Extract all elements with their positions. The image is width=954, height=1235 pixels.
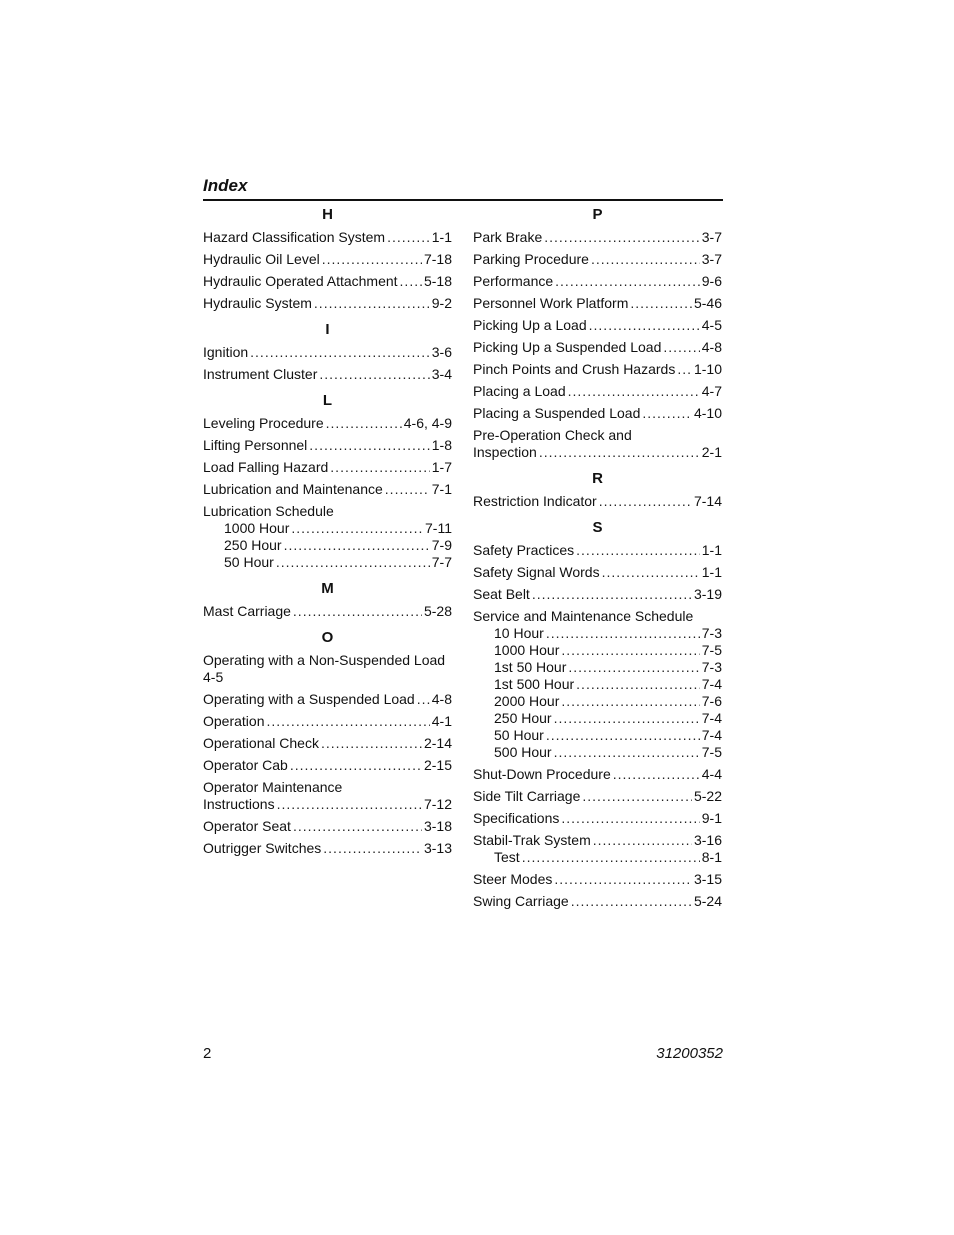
index-entry <box>473 361 722 378</box>
entry-page: 7-7 <box>431 554 452 570</box>
index-entry <box>473 564 722 581</box>
entry-page: 9-1 <box>701 810 722 826</box>
index-entry <box>203 229 452 246</box>
dot-leader <box>522 849 700 866</box>
index-entry <box>203 251 452 268</box>
entry-text: Pinch Points and Crush Hazards <box>473 361 676 377</box>
entry-text: Mast Carriage <box>203 603 291 619</box>
index-line <box>203 366 452 383</box>
dot-leader <box>293 818 422 835</box>
entry-text: 1000 Hour <box>224 520 290 536</box>
index-entry <box>473 251 722 268</box>
dot-leader <box>290 757 422 774</box>
index-line <box>473 893 722 910</box>
index-line <box>473 586 722 603</box>
index-entry <box>473 810 722 827</box>
entry-text: Swing Carriage <box>473 893 569 909</box>
dot-leader <box>544 229 700 246</box>
index-entry <box>473 229 722 246</box>
entry-page: 7-4 <box>701 727 722 743</box>
dot-leader <box>613 766 700 783</box>
entry-page: 5-24 <box>693 893 722 909</box>
dot-leader <box>589 317 700 334</box>
dot-leader <box>561 693 699 710</box>
entry-text: Seat Belt <box>473 586 530 602</box>
index-line <box>203 295 452 312</box>
dot-leader <box>330 459 429 476</box>
entry-page: 5-22 <box>693 788 722 804</box>
index-entry <box>473 788 722 805</box>
entry-page: 5-28 <box>423 603 452 619</box>
dot-leader <box>277 796 422 813</box>
dot-leader <box>602 564 700 581</box>
entry-page: 7-12 <box>423 796 452 812</box>
index-line <box>203 691 452 708</box>
section-letter: R <box>592 470 603 487</box>
index-line <box>203 713 452 730</box>
index-line <box>473 229 722 246</box>
index-line <box>203 251 452 268</box>
entry-text: Operation <box>203 713 265 729</box>
entry-page: 7-3 <box>701 625 722 641</box>
index-section <box>473 470 722 510</box>
index-line <box>203 344 452 361</box>
entry-text: Outrigger Switches <box>203 840 322 856</box>
index-section <box>203 321 452 383</box>
index-entry <box>473 427 722 461</box>
entry-page: 7-1 <box>431 481 452 497</box>
index-subentry <box>473 727 722 744</box>
entry-page: 4-7 <box>701 383 722 399</box>
entry-page: 1-1 <box>701 564 722 580</box>
dot-leader <box>276 554 430 571</box>
entry-text: Steer Modes <box>473 871 553 887</box>
index-section <box>203 392 452 571</box>
dot-leader <box>642 405 692 422</box>
entry-page: 7-5 <box>701 744 722 760</box>
entry-page: 5-18 <box>423 273 452 289</box>
entry-page: 3-16 <box>693 832 722 848</box>
index-line <box>473 810 722 827</box>
index-line <box>203 603 452 620</box>
index-section <box>203 580 452 620</box>
index-line <box>203 796 452 813</box>
entry-page: 4-4 <box>701 766 722 782</box>
entry-text: Test <box>494 849 520 865</box>
index-entry <box>473 586 722 603</box>
index-line <box>473 542 722 559</box>
dot-leader <box>593 832 692 849</box>
dot-leader <box>591 251 700 268</box>
dot-leader <box>554 871 692 888</box>
entry-text: 1000 Hour <box>494 642 560 658</box>
section-letter: L <box>322 392 333 409</box>
index-line <box>203 481 452 498</box>
dot-leader <box>546 625 700 642</box>
entry-page: 1-10 <box>693 361 722 377</box>
index-section <box>473 206 722 461</box>
dot-leader <box>571 893 692 910</box>
dot-leader <box>582 788 692 805</box>
entry-page: 7-5 <box>701 642 722 658</box>
dot-leader <box>385 481 430 498</box>
index-line <box>203 415 452 432</box>
entry-text: Pre-Operation Check and <box>473 427 632 443</box>
index-entry <box>473 766 722 783</box>
index-entry <box>203 713 452 730</box>
section-letter: M <box>321 580 334 597</box>
index-entry <box>203 344 452 361</box>
entry-page: 3-18 <box>423 818 452 834</box>
entry-page: 8-1 <box>701 849 722 865</box>
index-entry <box>203 757 452 774</box>
dot-leader <box>321 735 422 752</box>
index-line <box>203 840 452 857</box>
index-line <box>203 229 452 246</box>
entry-page: 7-6 <box>701 693 722 709</box>
index-entry <box>473 295 722 312</box>
index-entry <box>203 840 452 857</box>
entry-text: Inspection <box>473 444 537 460</box>
entry-page: 1-8 <box>431 437 452 453</box>
dot-leader <box>319 366 429 383</box>
entry-text: Load Falling Hazard <box>203 459 329 475</box>
entry-text: Lifting Personnel <box>203 437 308 453</box>
dot-leader <box>663 339 699 356</box>
index-entry <box>203 415 452 432</box>
entry-page: 3-7 <box>701 251 722 267</box>
entry-text: Personnel Work Platform <box>473 295 629 311</box>
entry-page: 3-6 <box>431 344 452 360</box>
index-line <box>203 757 452 774</box>
index-subentry <box>473 744 722 761</box>
dot-leader <box>568 383 700 400</box>
entry-page: 4-5 <box>701 317 722 333</box>
entry-text: Specifications <box>473 810 560 826</box>
index-entry <box>203 366 452 383</box>
index-entry <box>203 735 452 752</box>
index-line <box>473 766 722 783</box>
dot-leader <box>326 415 402 432</box>
index-subentry <box>203 520 452 537</box>
index-subentry <box>473 849 722 866</box>
entry-text: Placing a Load <box>473 383 566 399</box>
entry-page: 7-18 <box>423 251 452 267</box>
entry-page: 1-7 <box>431 459 452 475</box>
page-number: 2 <box>203 1045 212 1062</box>
entry-text: Operator Maintenance <box>203 779 343 795</box>
entry-text: Operator Seat <box>203 818 291 834</box>
entry-page: 1-1 <box>701 542 722 558</box>
entry-page: 1-1 <box>431 229 452 245</box>
entry-text: 1st 500 Hour <box>494 676 575 692</box>
entry-page: 2-1 <box>701 444 722 460</box>
index-line <box>473 564 722 581</box>
index-column-left <box>203 206 452 866</box>
index-entry <box>203 779 452 813</box>
dot-leader <box>554 710 700 727</box>
entry-page: 4-6, 4-9 <box>403 415 452 431</box>
index-line <box>203 437 452 454</box>
entry-text: 500 Hour <box>494 744 552 760</box>
index-line <box>473 339 722 356</box>
index-subentry <box>473 693 722 710</box>
index-line <box>203 735 452 752</box>
index-line <box>473 273 722 290</box>
index-line <box>473 295 722 312</box>
index-entry <box>473 871 722 888</box>
index-line <box>473 788 722 805</box>
index-entry <box>473 493 722 510</box>
index-line <box>473 405 722 422</box>
index-line <box>203 459 452 476</box>
dot-leader <box>400 273 422 290</box>
dot-leader <box>546 727 700 744</box>
index-entry <box>203 603 452 620</box>
index-line <box>203 818 452 835</box>
index-entry <box>203 818 452 835</box>
document-number: 31200352 <box>656 1045 723 1062</box>
dot-leader <box>314 295 430 312</box>
index-subentry <box>473 625 722 642</box>
index-entry <box>203 295 452 312</box>
index-entry <box>473 608 722 761</box>
section-letter: O <box>321 629 334 646</box>
entry-text: Side Tilt Carriage <box>473 788 581 804</box>
entry-text: Service and Maintenance Schedule <box>473 608 694 624</box>
title-rule <box>203 199 723 201</box>
entry-page: 3-4 <box>431 366 452 382</box>
entry-text: Picking Up a Suspended Load <box>473 339 662 355</box>
entry-text: Operational Check <box>203 735 319 751</box>
index-subentry <box>473 642 722 659</box>
dot-leader <box>561 642 699 659</box>
index-entry <box>473 405 722 422</box>
dot-leader <box>561 810 699 827</box>
entry-text: Stabil-Trak System <box>473 832 591 848</box>
entry-text: Ignition <box>203 344 249 360</box>
index-subentry <box>203 554 452 571</box>
dot-leader <box>576 676 700 693</box>
entry-text: Shut-Down Procedure <box>473 766 611 782</box>
entry-text: 10 Hour <box>494 625 544 641</box>
entry-page: 4-10 <box>693 405 722 421</box>
index-line <box>473 832 722 849</box>
index-entry <box>203 691 452 708</box>
entry-text: Instrument Cluster <box>203 366 318 382</box>
entry-text: 250 Hour <box>494 710 552 726</box>
entry-page: 2-14 <box>423 735 452 751</box>
dot-leader <box>599 493 692 510</box>
index-subentry <box>473 710 722 727</box>
entry-text: Hazard Classification System <box>203 229 386 245</box>
entry-text: Parking Procedure <box>473 251 589 267</box>
page-title: Index <box>203 176 248 195</box>
entry-page: 4-8 <box>431 691 452 707</box>
dot-leader <box>555 273 700 290</box>
index-entry <box>473 339 722 356</box>
index-subentry <box>473 676 722 693</box>
index-line <box>473 317 722 334</box>
entry-text: Leveling Procedure <box>203 415 324 431</box>
entry-text: 1st 50 Hour <box>494 659 567 675</box>
index-line <box>473 251 722 268</box>
section-letter: H <box>322 206 333 223</box>
index-line <box>473 383 722 400</box>
index-entry <box>203 273 452 290</box>
dot-leader <box>630 295 692 312</box>
entry-text: Safety Signal Words <box>473 564 600 580</box>
index-line <box>473 871 722 888</box>
index-section <box>473 519 722 910</box>
entry-page: 4-8 <box>701 339 722 355</box>
entry-page: 7-4 <box>701 676 722 692</box>
index-entry <box>203 503 452 571</box>
dot-leader <box>323 840 422 857</box>
index-entry <box>203 437 452 454</box>
entry-text: Restriction Indicator <box>473 493 597 509</box>
dot-leader <box>554 744 700 761</box>
entry-page: 3-19 <box>693 586 722 602</box>
index-column-right <box>473 206 722 919</box>
entry-page: 5-46 <box>693 295 722 311</box>
index-section <box>203 206 452 312</box>
entry-text: 50 Hour <box>224 554 274 570</box>
entry-text: 4-5 <box>203 669 224 685</box>
entry-page: 9-2 <box>431 295 452 311</box>
entry-page: 2-15 <box>423 757 452 773</box>
entry-page: 7-4 <box>701 710 722 726</box>
dot-leader <box>250 344 430 361</box>
dot-leader <box>309 437 429 454</box>
section-letter: P <box>592 206 603 223</box>
index-entry <box>473 317 722 334</box>
section-letter: I <box>325 321 330 338</box>
dot-leader <box>293 603 422 620</box>
dot-leader <box>284 537 430 554</box>
entry-text: Hydraulic System <box>203 295 312 311</box>
index-entry <box>203 459 452 476</box>
index-line <box>203 273 452 290</box>
entry-text: Performance <box>473 273 554 289</box>
entry-text: Park Brake <box>473 229 543 245</box>
entry-text: Operator Cab <box>203 757 288 773</box>
entry-text: 250 Hour <box>224 537 282 553</box>
index-entry <box>473 383 722 400</box>
index-subentry <box>473 659 722 676</box>
entry-text: Operating with a Suspended Load <box>203 691 415 707</box>
dot-leader <box>539 444 700 461</box>
dot-leader <box>291 520 423 537</box>
index-entry <box>473 893 722 910</box>
entry-text: 2000 Hour <box>494 693 560 709</box>
dot-leader <box>532 586 692 603</box>
entry-page: 3-13 <box>423 840 452 856</box>
index-entry <box>473 542 722 559</box>
entry-page: 7-9 <box>431 537 452 553</box>
index-line <box>473 493 722 510</box>
entry-text: Hydraulic Operated Attachment <box>203 273 398 289</box>
index-subentry <box>203 537 452 554</box>
entry-page: 9-6 <box>701 273 722 289</box>
entry-page: 3-7 <box>701 229 722 245</box>
entry-text: Picking Up a Load <box>473 317 587 333</box>
entry-page: 7-14 <box>693 493 722 509</box>
index-section <box>203 629 452 857</box>
index-entry <box>473 273 722 290</box>
entry-text: Operating with a Non-Suspended Load <box>203 652 446 668</box>
dot-leader <box>387 229 430 246</box>
index-line <box>473 361 722 378</box>
index-entry <box>203 652 452 686</box>
dot-leader <box>266 713 429 730</box>
entry-text: Instructions <box>203 796 275 812</box>
entry-page: 4-1 <box>431 713 452 729</box>
dot-leader <box>568 659 699 676</box>
dot-leader <box>677 361 692 378</box>
index-entry <box>203 481 452 498</box>
entry-text: Lubrication Schedule <box>203 503 334 519</box>
entry-text: Placing a Suspended Load <box>473 405 641 421</box>
entry-text: Safety Practices <box>473 542 575 558</box>
entry-page: 3-15 <box>693 871 722 887</box>
entry-text: Lubrication and Maintenance <box>203 481 383 497</box>
section-letter: S <box>592 519 603 536</box>
dot-leader <box>576 542 700 559</box>
index-line <box>473 444 722 461</box>
dot-leader <box>417 691 430 708</box>
entry-text: 50 Hour <box>494 727 544 743</box>
entry-page: 7-11 <box>425 520 452 536</box>
entry-text: Hydraulic Oil Level <box>203 251 320 267</box>
entry-page: 7-3 <box>701 659 722 675</box>
index-entry <box>473 832 722 866</box>
dot-leader <box>322 251 422 268</box>
